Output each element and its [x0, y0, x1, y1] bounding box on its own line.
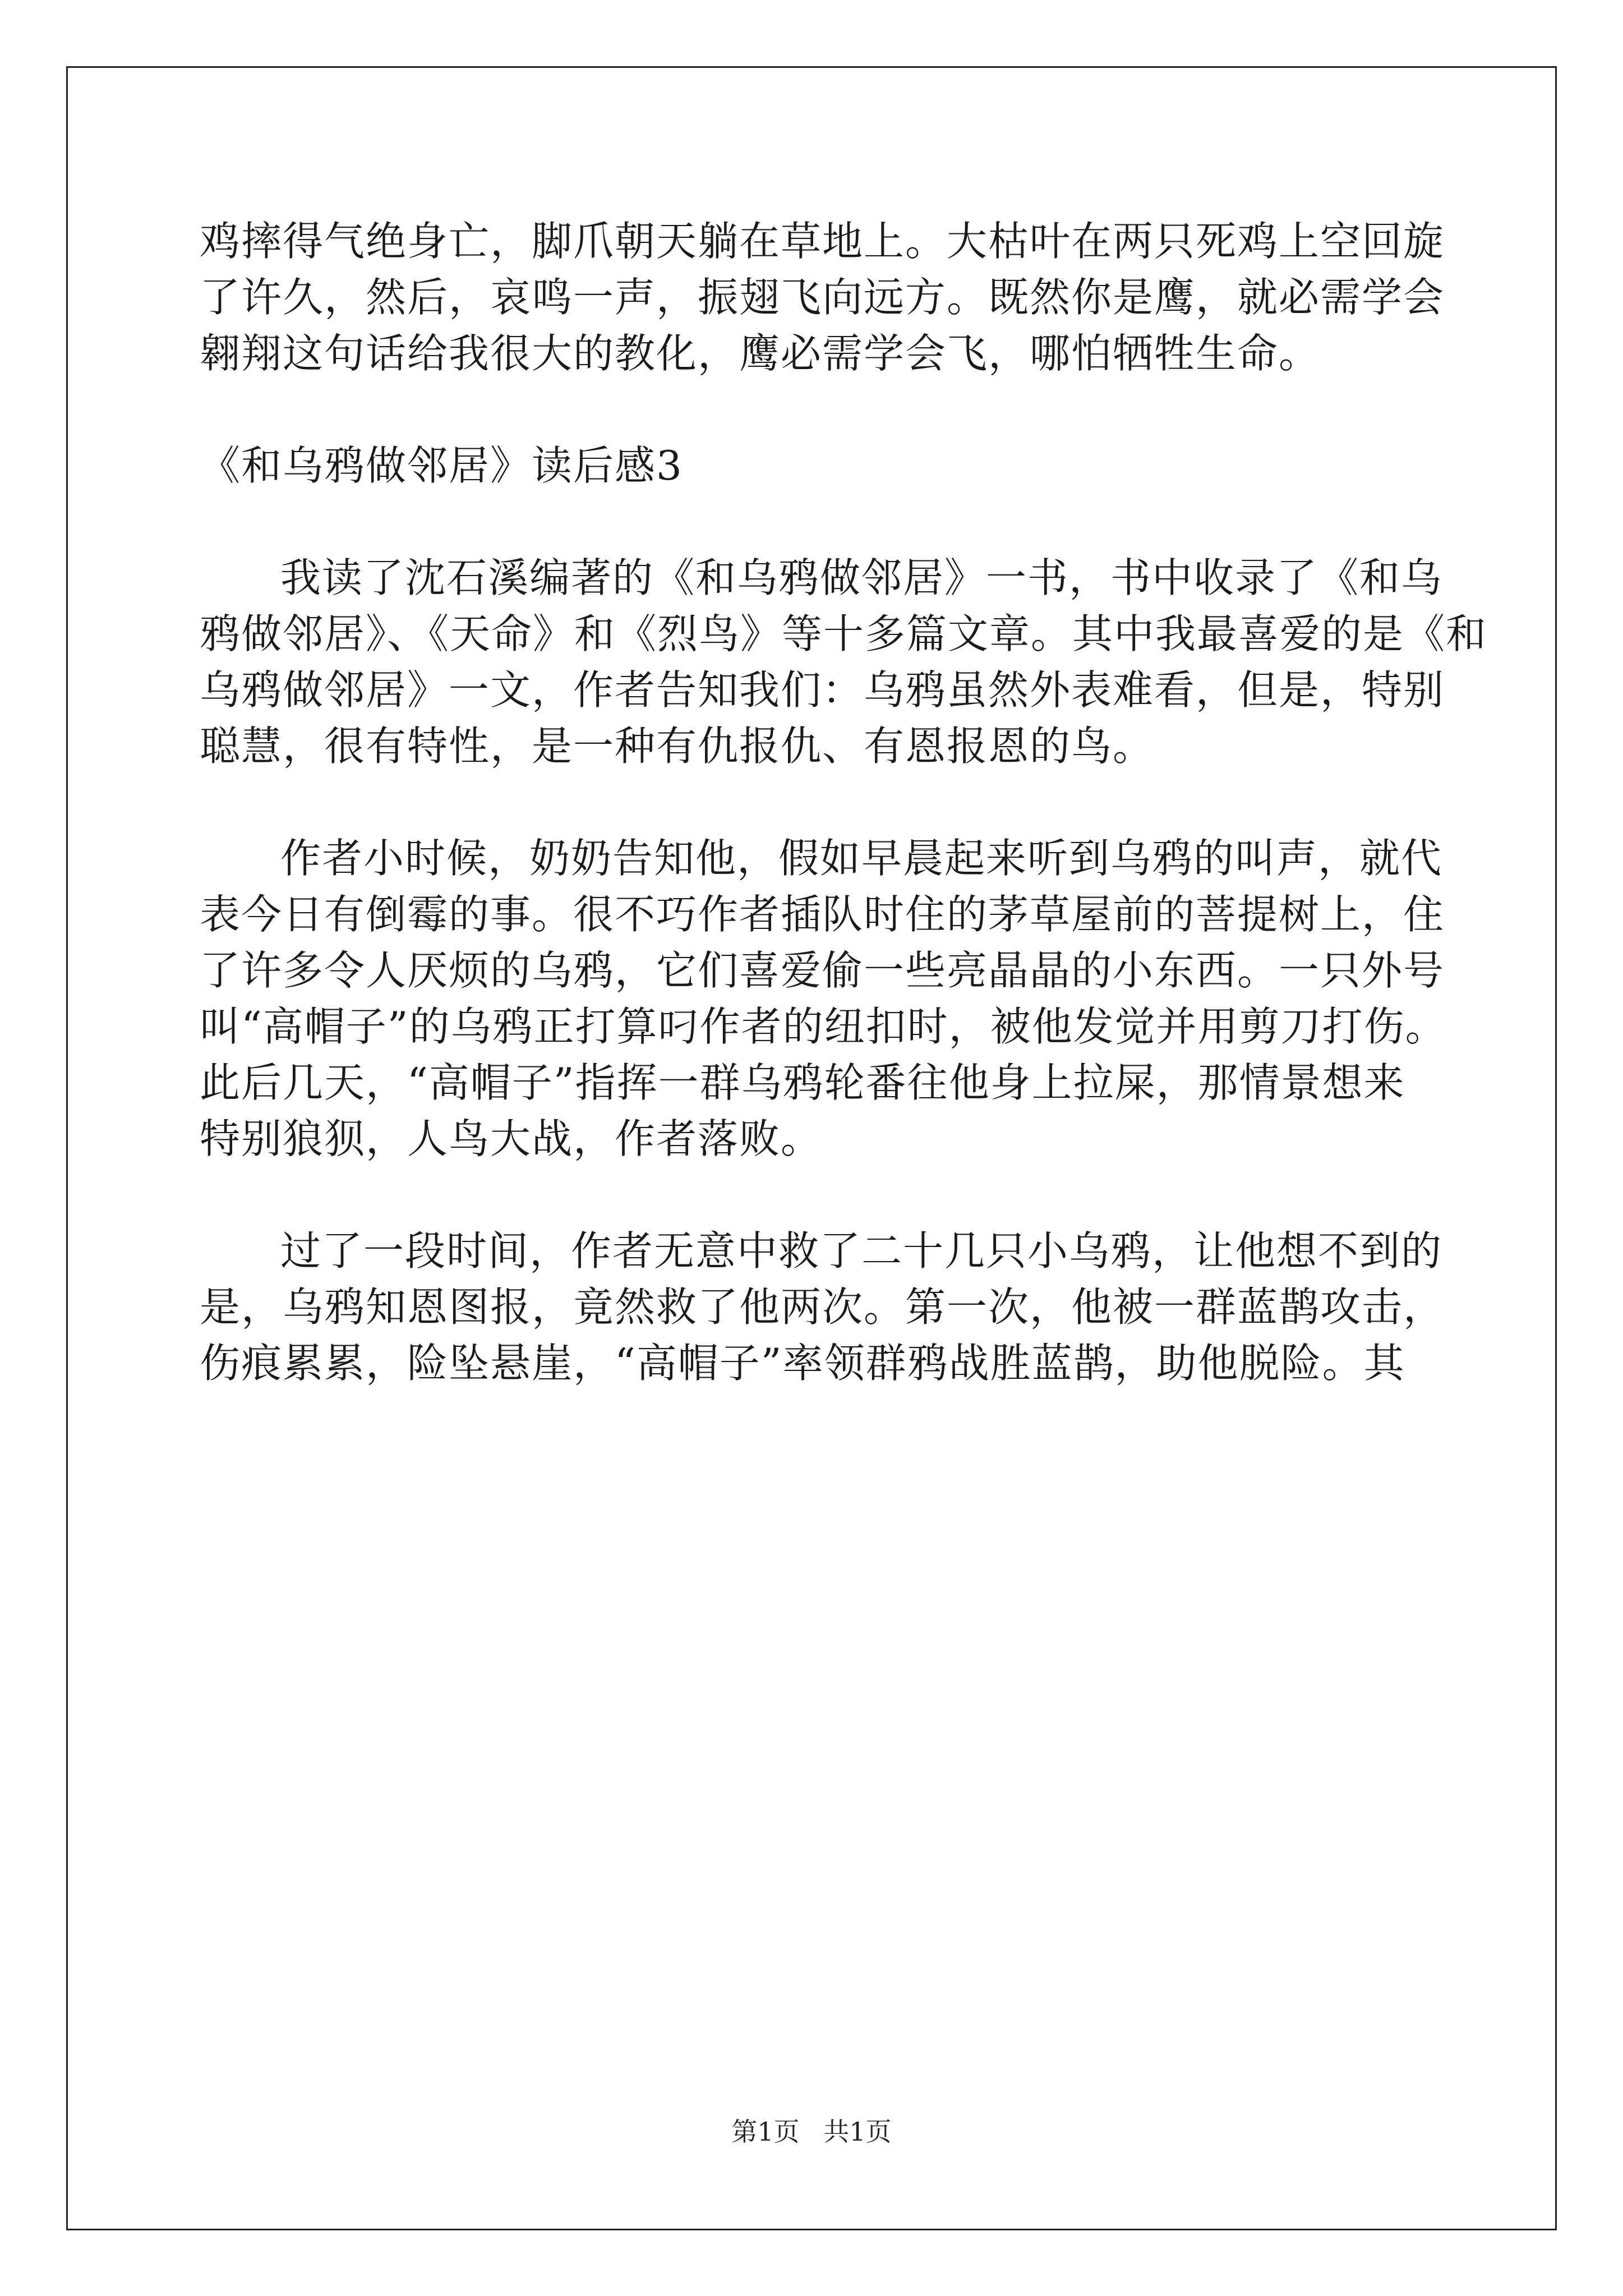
section-heading [200, 438, 1433, 494]
text-line: 此后几天，“高帽子”指挥一群乌鸦轮番往他身上拉屎，那情景想来 [200, 1059, 1405, 1106]
text-line: 作者小时候，奶奶告知他，假如早晨起来听到乌鸦的叫声，就代 [280, 835, 1443, 882]
page-footer [0, 2115, 1623, 2148]
text-line: 了许多令人厌烦的乌鸦，它们喜爱偷一些亮晶晶的小东西。一只外号 [200, 947, 1445, 994]
paragraph-continuation [200, 213, 1445, 381]
document-body [200, 213, 1488, 1391]
page-number: 第1页 [731, 2116, 800, 2147]
text-line: 表今日有倒霉的事。很不巧作者插队时住的茅草屋前的菩提树上，住 [200, 891, 1445, 938]
text-line: 乌鸦做邻居》一文，作者告知我们：乌鸦虽然外表难看，但是，特别 [200, 666, 1445, 714]
paragraph-intro [200, 550, 1488, 774]
paragraph-childhood [200, 830, 1447, 1167]
text-line: 聪慧，很有特性，是一种有仇报仇、有恩报恩的鸟。 [200, 723, 1155, 770]
text-line: 特别狼狈，人鸟大战，作者落败。 [200, 1115, 823, 1162]
text-line: 鸡摔得气绝身亡，脚爪朝天躺在草地上。大枯叶在两只死鸡上空回旋 [200, 218, 1445, 265]
heading-text: 《和乌鸦做邻居》读后感3 [200, 442, 683, 489]
text-line: 是，乌鸦知恩图报，竟然救了他两次。第一次，他被一群蓝鹊攻击， [200, 1283, 1445, 1331]
text-line: 我读了沈石溪编著的《和乌鸦做邻居》一书，书中收录了《和乌 [280, 554, 1443, 601]
page-total: 共1页 [823, 2116, 892, 2147]
text-line: 叫“高帽子”的乌鸦正打算叼作者的纽扣时，被他发觉并用剪刀打伤。 [200, 1003, 1447, 1050]
text-line: 过了一段时间，作者无意中救了二十几只小乌鸦，让他想不到的 [280, 1227, 1443, 1274]
text-line: 了许久，然后，哀鸣一声，振翅飞向远方。既然你是鹰，就必需学会 [200, 274, 1445, 321]
text-line: 伤痕累累，险坠悬崖，“高帽子”率领群鸦战胜蓝鹊，助他脱险。其 [200, 1340, 1405, 1387]
text-line: 鸦做邻居》、《天命》和《烈鸟》等十多篇文章。其中我最喜爱的是《和 [200, 610, 1488, 657]
text-line: 翱翔这句话给我很大的教化，鹰必需学会飞，哪怕牺牲生命。 [200, 330, 1321, 377]
paragraph-rescue [200, 1223, 1445, 1391]
